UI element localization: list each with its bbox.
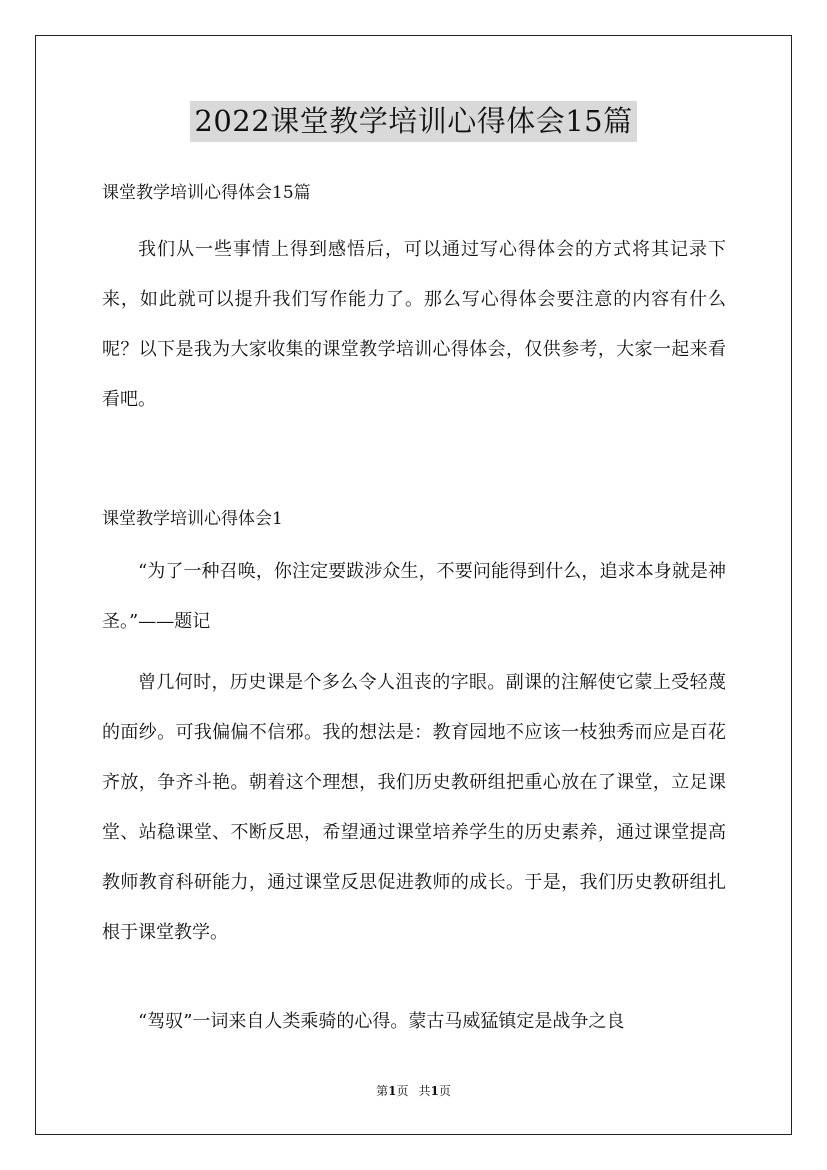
footer-total-suffix: 页 — [438, 1084, 451, 1098]
document-subtitle: 课堂教学培训心得体会15篇 — [102, 183, 311, 203]
document-title: 2022课堂教学培训心得体会15篇 — [190, 101, 636, 142]
epigraph-paragraph: “为了一种召唤，你注定要跋涉众生，不要问能得到什么，追求本身就是神圣。”——题记 — [102, 561, 726, 632]
body-paragraph-continued: “驾驭”一词来自人类乘骑的心得。蒙古马威猛镇定是战争之良 — [138, 1011, 625, 1032]
footer-total-prefix: 共 — [418, 1084, 431, 1098]
footer-page-prefix: 第 — [376, 1084, 389, 1098]
title-container — [0, 101, 827, 142]
section-heading: 课堂教学培训心得体会1 — [102, 509, 283, 529]
footer-page-number: 1 — [388, 1084, 397, 1098]
body-paragraph: 曾几何时，历史课是个多么令人沮丧的字眼。副课的注解使它蒙上受轻蔑的面纱。可我偏偏不信邪。我的想法是：教育园地不应该一枝独秀而应是百花齐放，争齐斗艳。朝着这个理想，我们历史教研组把重心放在了课堂，立足课堂、站稳课堂、不断反思，希望通过课堂培养学生的历史素养，通过课堂提高教师教育科研能力，通过课堂反思促进教师的成长。于是，我们历史教研组扎根于课堂教学。 — [102, 672, 726, 943]
intro-paragraph: 我们从一些事情上得到感悟后，可以通过写心得体会的方式将其记录下来，如此就可以提升我们写作能力了。那么写心得体会要注意的内容有什么呢？以下是我为大家收集的课堂教学培训心得体会，仅供参考，大家一起来看看吧。 — [102, 239, 726, 410]
footer-page-suffix: 页 — [396, 1084, 409, 1098]
footer-total-number: 1 — [430, 1084, 439, 1098]
page-footer — [0, 1083, 827, 1099]
